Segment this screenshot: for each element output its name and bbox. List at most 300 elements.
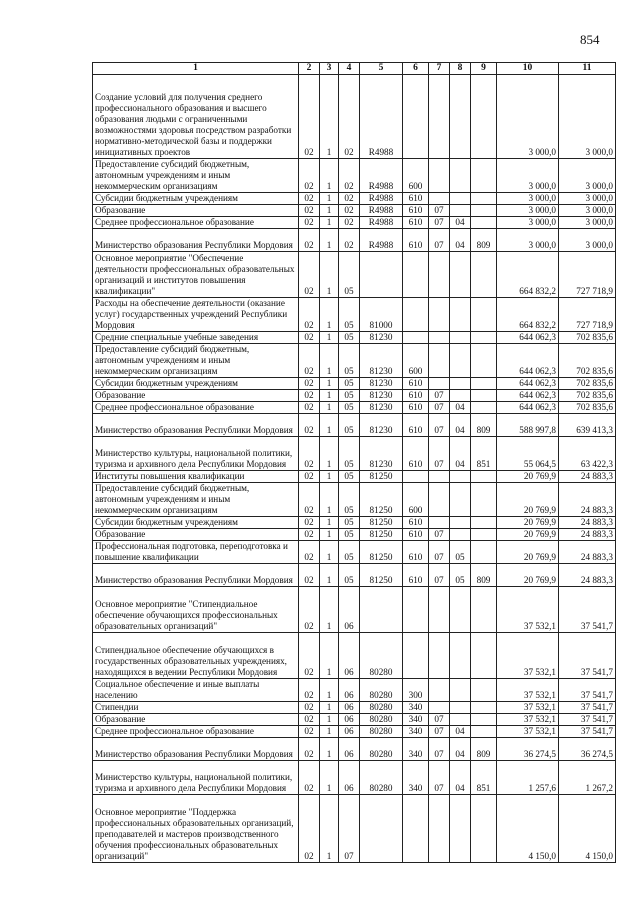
cell-col-9 [471,517,497,529]
cell-col-7 [429,483,450,517]
cell-col-9: 809 [471,229,497,252]
cell-col-2: 02 [299,252,320,298]
table-row [93,159,616,193]
cell-col-9 [471,714,497,726]
cell-col-10: 588 997,8 [497,414,559,437]
cell-col-10: 3 000,0 [497,217,559,229]
cell-col-5: 81250 [360,529,403,541]
cell-col-4: 02 [339,159,360,193]
cell-col-2: 02 [299,529,320,541]
cell-col-5: 81000 [360,298,403,332]
cell-col-6 [403,298,429,332]
cell-col-7 [429,517,450,529]
row-description: Средние специальные учебные заведения [93,332,299,344]
cell-col-11: 37 541,7 [559,726,616,738]
cell-col-9 [471,541,497,564]
row-description: Образование [93,205,299,217]
column-header-5: 5 [360,63,403,75]
cell-col-8 [450,159,471,193]
cell-col-11: 727 718,9 [559,298,616,332]
cell-col-5: 81250 [360,541,403,564]
table-row [93,714,616,726]
cell-col-2: 02 [299,738,320,761]
page-number: 854 [580,32,600,47]
row-description: Образование [93,529,299,541]
cell-col-3: 1 [320,252,339,298]
cell-col-2: 02 [299,726,320,738]
cell-col-7: 07 [429,714,450,726]
table-row [93,390,616,402]
cell-col-4: 05 [339,437,360,471]
cell-col-8 [450,193,471,205]
cell-col-9 [471,205,497,217]
cell-col-10: 20 769,9 [497,517,559,529]
cell-col-4: 05 [339,471,360,483]
cell-col-9 [471,75,497,159]
cell-col-4: 02 [339,205,360,217]
cell-col-11: 702 835,6 [559,378,616,390]
cell-col-4: 06 [339,587,360,633]
table-header-row [93,63,616,75]
table-row [93,344,616,378]
table-row [93,205,616,217]
cell-col-11: 24 883,3 [559,483,616,517]
cell-col-6: 610 [403,205,429,217]
cell-col-4: 05 [339,483,360,517]
row-description: Основное мероприятие "Обеспечение деятельности профессиональных образовательных организаций и институтов повышения квалификации" [93,252,299,298]
cell-col-10: 55 064,5 [497,437,559,471]
table-row [93,564,616,587]
cell-col-7 [429,378,450,390]
cell-col-10: 20 769,9 [497,529,559,541]
cell-col-5: R4988 [360,75,403,159]
cell-col-6: 610 [403,517,429,529]
table-row [93,471,616,483]
column-header-4: 4 [339,63,360,75]
cell-col-8 [450,517,471,529]
cell-col-6: 340 [403,714,429,726]
cell-col-10: 37 532,1 [497,633,559,679]
cell-col-3: 1 [320,390,339,402]
cell-col-2: 02 [299,471,320,483]
cell-col-6: 610 [403,564,429,587]
cell-col-3: 1 [320,193,339,205]
cell-col-2: 02 [299,390,320,402]
row-description: Министерство образования Республики Мордовия [93,564,299,587]
cell-col-6: 610 [403,193,429,205]
cell-col-9 [471,795,497,863]
row-description: Министерство культуры, национальной политики, туризма и архивного дела Республики Мордовия [93,761,299,795]
cell-col-6: 610 [403,402,429,414]
cell-col-11: 3 000,0 [559,193,616,205]
cell-col-2: 02 [299,344,320,378]
column-header-8: 8 [450,63,471,75]
cell-col-6: 610 [403,390,429,402]
cell-col-9 [471,529,497,541]
cell-col-3: 1 [320,587,339,633]
cell-col-6: 340 [403,761,429,795]
cell-col-2: 02 [299,795,320,863]
cell-col-8 [450,702,471,714]
row-description: Министерство образования Республики Мордовия [93,229,299,252]
cell-col-7: 07 [429,726,450,738]
cell-col-11: 1 267,2 [559,761,616,795]
cell-col-3: 1 [320,761,339,795]
cell-col-2: 02 [299,159,320,193]
table-row [93,229,616,252]
cell-col-5 [360,795,403,863]
cell-col-10: 4 150,0 [497,795,559,863]
cell-col-6 [403,75,429,159]
row-description: Институты повышения квалификации [93,471,299,483]
cell-col-4: 05 [339,252,360,298]
column-header-9: 9 [471,63,497,75]
column-header-11: 11 [559,63,616,75]
cell-col-8 [450,795,471,863]
cell-col-9: 809 [471,414,497,437]
cell-col-3: 1 [320,75,339,159]
table-row [93,517,616,529]
cell-col-4: 05 [339,564,360,587]
column-header-6: 6 [403,63,429,75]
cell-col-2: 02 [299,217,320,229]
cell-col-3: 1 [320,564,339,587]
table-row [93,726,616,738]
cell-col-2: 02 [299,229,320,252]
cell-col-3: 1 [320,483,339,517]
cell-col-7 [429,298,450,332]
cell-col-6: 610 [403,217,429,229]
cell-col-9 [471,702,497,714]
cell-col-10: 644 062,3 [497,378,559,390]
cell-col-7: 07 [429,541,450,564]
cell-col-7: 07 [429,402,450,414]
cell-col-7 [429,587,450,633]
cell-col-9: 851 [471,437,497,471]
cell-col-6: 610 [403,541,429,564]
cell-col-8 [450,633,471,679]
cell-col-10: 1 257,6 [497,761,559,795]
cell-col-11: 3 000,0 [559,217,616,229]
cell-col-11: 63 422,3 [559,437,616,471]
cell-col-6: 600 [403,483,429,517]
cell-col-2: 02 [299,702,320,714]
cell-col-11: 3 000,0 [559,159,616,193]
cell-col-5: 81230 [360,378,403,390]
cell-col-4: 02 [339,193,360,205]
cell-col-10: 36 274,5 [497,738,559,761]
cell-col-2: 02 [299,679,320,702]
cell-col-8: 04 [450,414,471,437]
row-description: Основное мероприятие "Поддержка профессиональных образовательных организаций, преподавателей и мастеров производственного обучения профессиональных образовательных организаций" [93,795,299,863]
cell-col-7 [429,344,450,378]
table-row [93,414,616,437]
cell-col-5: 81250 [360,471,403,483]
cell-col-10: 20 769,9 [497,471,559,483]
cell-col-9 [471,402,497,414]
cell-col-4: 06 [339,726,360,738]
cell-col-8: 05 [450,564,471,587]
cell-col-10: 644 062,3 [497,332,559,344]
cell-col-7 [429,702,450,714]
table-row [93,541,616,564]
cell-col-4: 05 [339,390,360,402]
cell-col-8: 04 [450,761,471,795]
cell-col-10: 20 769,9 [497,564,559,587]
cell-col-7: 07 [429,229,450,252]
cell-col-4: 05 [339,344,360,378]
cell-col-10: 3 000,0 [497,205,559,217]
cell-col-6 [403,252,429,298]
cell-col-11: 24 883,3 [559,564,616,587]
table-row [93,738,616,761]
cell-col-7: 07 [429,738,450,761]
cell-col-5: 80280 [360,679,403,702]
cell-col-6: 610 [403,529,429,541]
cell-col-3: 1 [320,679,339,702]
cell-col-2: 02 [299,378,320,390]
cell-col-11: 37 541,7 [559,714,616,726]
cell-col-8: 04 [450,738,471,761]
cell-col-10: 20 769,9 [497,541,559,564]
table-row [93,402,616,414]
cell-col-9 [471,471,497,483]
row-description: Стипендиальное обеспечение обучающихся в государственных образовательных учреждениях, находящихся в ведении Республики Мордовия [93,633,299,679]
cell-col-6: 610 [403,378,429,390]
cell-col-4: 06 [339,761,360,795]
cell-col-8: 04 [450,217,471,229]
cell-col-11: 639 413,3 [559,414,616,437]
cell-col-3: 1 [320,633,339,679]
row-description: Образование [93,390,299,402]
table-row [93,298,616,332]
cell-col-7 [429,252,450,298]
cell-col-2: 02 [299,587,320,633]
table-row [93,761,616,795]
cell-col-3: 1 [320,517,339,529]
row-description: Образование [93,714,299,726]
column-header-10: 10 [497,63,559,75]
cell-col-4: 02 [339,217,360,229]
cell-col-9 [471,378,497,390]
table-row [93,633,616,679]
cell-col-10: 3 000,0 [497,229,559,252]
cell-col-11: 3 000,0 [559,75,616,159]
cell-col-9: 809 [471,564,497,587]
cell-col-6 [403,795,429,863]
table-row [93,795,616,863]
row-description: Социальное обеспечение и иные выплаты населению [93,679,299,702]
row-description: Профессиональная подготовка, переподготовка и повышение квалификации [93,541,299,564]
cell-col-11: 37 541,7 [559,702,616,714]
cell-col-3: 1 [320,402,339,414]
row-description: Предоставление субсидий бюджетным, автономным учреждениям и иным некоммерческим организациям [93,483,299,517]
table-row [93,437,616,471]
cell-col-3: 1 [320,298,339,332]
table-row [93,679,616,702]
budget-table [92,62,616,863]
cell-col-4: 05 [339,541,360,564]
cell-col-7: 07 [429,390,450,402]
cell-col-9: 809 [471,738,497,761]
cell-col-10: 20 769,9 [497,483,559,517]
cell-col-7: 07 [429,205,450,217]
cell-col-6: 340 [403,738,429,761]
table-row [93,483,616,517]
cell-col-11: 24 883,3 [559,517,616,529]
table-body [93,75,616,863]
cell-col-10: 37 532,1 [497,714,559,726]
column-header-3: 3 [320,63,339,75]
cell-col-2: 02 [299,517,320,529]
table-row [93,378,616,390]
cell-col-6 [403,633,429,679]
cell-col-3: 1 [320,378,339,390]
cell-col-6: 610 [403,229,429,252]
cell-col-8 [450,529,471,541]
cell-col-7 [429,633,450,679]
cell-col-9 [471,252,497,298]
table-row [93,252,616,298]
cell-col-2: 02 [299,193,320,205]
cell-col-3: 1 [320,205,339,217]
cell-col-6: 610 [403,437,429,471]
cell-col-7: 07 [429,529,450,541]
cell-col-3: 1 [320,229,339,252]
cell-col-8 [450,471,471,483]
column-header-7: 7 [429,63,450,75]
row-description: Среднее профессиональное образование [93,726,299,738]
cell-col-2: 02 [299,761,320,795]
cell-col-8 [450,483,471,517]
cell-col-3: 1 [320,344,339,378]
cell-col-7 [429,332,450,344]
cell-col-11: 702 835,6 [559,332,616,344]
cell-col-6 [403,471,429,483]
cell-col-10: 3 000,0 [497,193,559,205]
table-row [93,75,616,159]
cell-col-9 [471,587,497,633]
cell-col-11: 24 883,3 [559,529,616,541]
row-description: Предоставление субсидий бюджетным, автономным учреждениям и иным некоммерческим организациям [93,344,299,378]
cell-col-10: 664 832,2 [497,298,559,332]
cell-col-3: 1 [320,541,339,564]
cell-col-5: 81230 [360,437,403,471]
cell-col-5: R4988 [360,205,403,217]
cell-col-7 [429,679,450,702]
cell-col-4: 06 [339,679,360,702]
cell-col-2: 02 [299,633,320,679]
cell-col-4: 05 [339,414,360,437]
cell-col-3: 1 [320,217,339,229]
cell-col-5: 81230 [360,344,403,378]
cell-col-7 [429,795,450,863]
cell-col-5 [360,252,403,298]
table-row [93,193,616,205]
cell-col-3: 1 [320,738,339,761]
cell-col-2: 02 [299,402,320,414]
cell-col-9 [471,633,497,679]
cell-col-4: 06 [339,702,360,714]
cell-col-10: 37 532,1 [497,726,559,738]
cell-col-10: 644 062,3 [497,402,559,414]
cell-col-5 [360,587,403,633]
cell-col-2: 02 [299,414,320,437]
cell-col-5: R4988 [360,159,403,193]
cell-col-11: 702 835,6 [559,390,616,402]
cell-col-8 [450,679,471,702]
cell-col-5: R4988 [360,193,403,205]
cell-col-7: 07 [429,564,450,587]
cell-col-11: 727 718,9 [559,252,616,298]
cell-col-5: 80280 [360,702,403,714]
cell-col-9 [471,390,497,402]
cell-col-11: 36 274,5 [559,738,616,761]
cell-col-10: 37 532,1 [497,702,559,714]
row-description: Министерство образования Республики Мордовия [93,738,299,761]
cell-col-9 [471,483,497,517]
cell-col-6: 600 [403,344,429,378]
cell-col-10: 3 000,0 [497,159,559,193]
cell-col-3: 1 [320,795,339,863]
cell-col-7 [429,159,450,193]
cell-col-8: 04 [450,726,471,738]
cell-col-8: 04 [450,437,471,471]
cell-col-7 [429,471,450,483]
row-description: Предоставление субсидий бюджетным, автономным учреждениям и иным некоммерческим организациям [93,159,299,193]
cell-col-8 [450,390,471,402]
cell-col-7 [429,75,450,159]
cell-col-2: 02 [299,564,320,587]
cell-col-3: 1 [320,726,339,738]
column-header-1: 1 [93,63,299,75]
cell-col-5: 80280 [360,726,403,738]
cell-col-3: 1 [320,414,339,437]
cell-col-9 [471,159,497,193]
cell-col-6: 600 [403,159,429,193]
cell-col-6: 610 [403,414,429,437]
cell-col-5: 81230 [360,414,403,437]
cell-col-4: 05 [339,402,360,414]
cell-col-8 [450,587,471,633]
cell-col-8: 04 [450,402,471,414]
cell-col-7: 07 [429,414,450,437]
cell-col-8 [450,252,471,298]
cell-col-5: 81230 [360,332,403,344]
cell-col-11: 3 000,0 [559,205,616,217]
cell-col-3: 1 [320,714,339,726]
table-row [93,332,616,344]
cell-col-6: 300 [403,679,429,702]
cell-col-6: 340 [403,726,429,738]
cell-col-5: 81250 [360,517,403,529]
cell-col-4: 06 [339,738,360,761]
table-row [93,529,616,541]
cell-col-4: 05 [339,517,360,529]
row-description: Создание условий для получения среднего профессионального образования и высшего образования людьми с ограниченными возможностями здоровья посредством разработки нормативно-методической базы и поддержки инициативных проектов [93,75,299,159]
cell-col-10: 644 062,3 [497,390,559,402]
cell-col-2: 02 [299,298,320,332]
cell-col-6 [403,587,429,633]
cell-col-9 [471,217,497,229]
row-description: Субсидии бюджетным учреждениям [93,517,299,529]
cell-col-5: 80280 [360,633,403,679]
cell-col-9 [471,332,497,344]
cell-col-11: 4 150,0 [559,795,616,863]
cell-col-11: 24 883,3 [559,541,616,564]
cell-col-6 [403,332,429,344]
cell-col-4: 07 [339,795,360,863]
